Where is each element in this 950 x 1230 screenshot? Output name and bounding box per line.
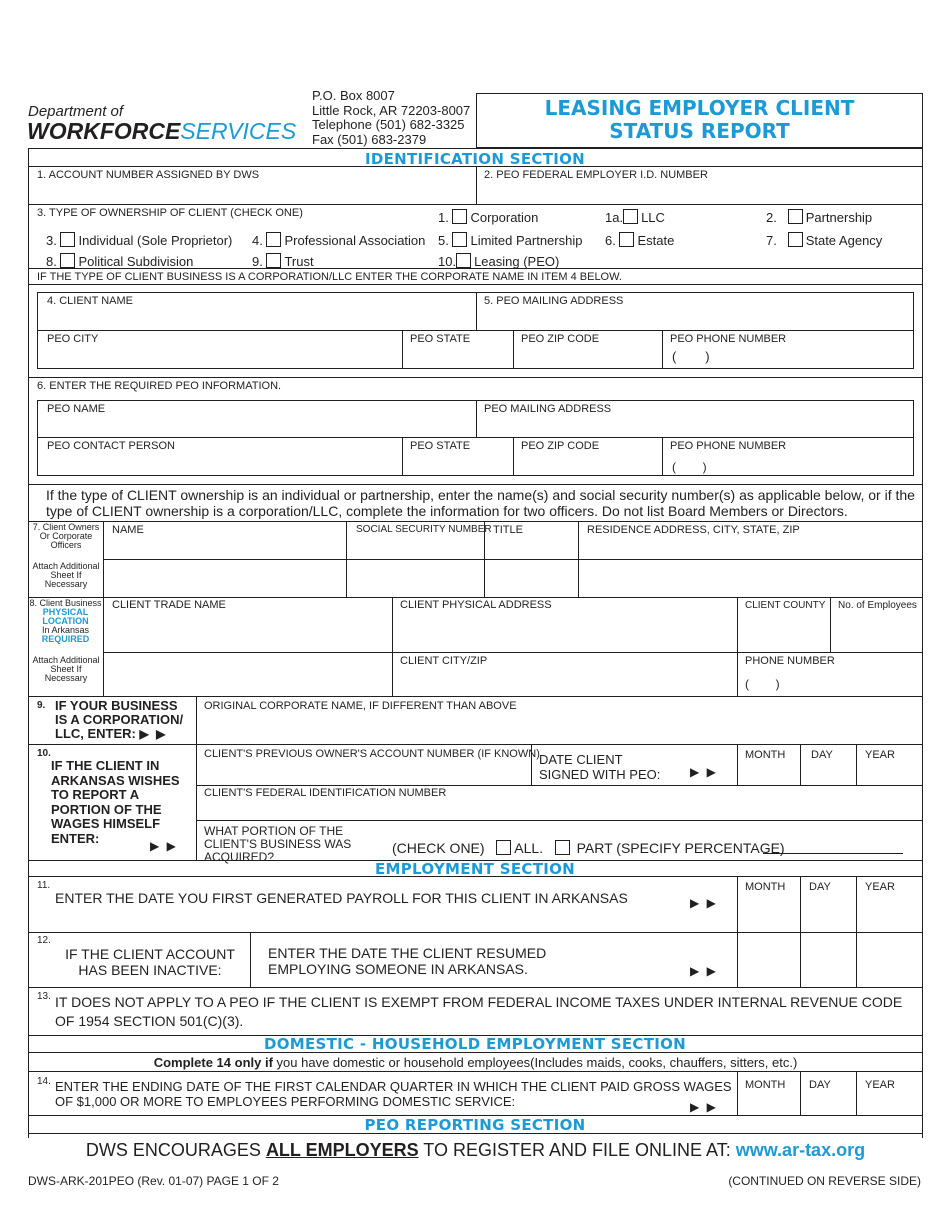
leasing-peo-checkbox[interactable]: [456, 253, 471, 268]
option-number: 1a.: [605, 210, 624, 225]
previous-owner-label: CLIENT'S PREVIOUS OWNER'S ACCOUNT NUMBER (IF KNOWN): [204, 748, 540, 760]
all-label: ALL.: [514, 840, 544, 856]
rule: [103, 559, 923, 560]
option-label: Estate: [637, 233, 675, 248]
day-label: DAY: [809, 881, 831, 893]
option-label: Professional Association: [284, 233, 426, 248]
owner-name-label: NAME: [112, 524, 144, 536]
item11-label: ENTER THE DATE YOU FIRST GENERATED PAYROLL FOR THIS CLIENT IN ARKANSAS: [55, 890, 628, 906]
check-one-options: [392, 840, 785, 856]
option-number: 6.: [605, 233, 616, 248]
domestic-note-bold: Complete 14 only if: [153, 1055, 273, 1070]
rule: [28, 932, 923, 933]
peo-state-label: PEO STATE: [410, 440, 471, 452]
year-label: YEAR: [865, 881, 895, 893]
attach-sheet-note: Attach Additional Sheet If Necessary: [32, 561, 100, 589]
option-label: Corporation: [470, 210, 539, 225]
item13-number: 13.: [37, 991, 51, 1002]
rule: [856, 1071, 857, 1115]
banner-emphasis: ALL EMPLOYERS: [265, 1140, 419, 1160]
address-line: Fax (501) 683-2379: [312, 131, 427, 147]
peo-zip-label: PEO ZIP CODE: [521, 440, 600, 452]
rule: [28, 268, 923, 269]
rule: [28, 204, 923, 205]
peo-zip-label: PEO ZIP CODE: [521, 333, 600, 345]
item1-label: 1. ACCOUNT NUMBER ASSIGNED BY DWS: [37, 169, 260, 181]
month-label: MONTH: [745, 749, 786, 761]
ownership-state-agency[interactable]: [766, 232, 882, 248]
online-filing-banner: [28, 1140, 923, 1161]
item2-label: 2. PEO FEDERAL EMPLOYER I.D. NUMBER: [484, 169, 708, 181]
rule: [28, 284, 923, 285]
arrow-icon: ▶ ▶: [690, 896, 718, 910]
city-zip-label: CLIENT CITY/ZIP: [400, 655, 488, 667]
option-number: 5.: [438, 233, 449, 248]
option-label: State Agency: [805, 233, 883, 248]
item8-side-line: REQUIRED: [41, 634, 90, 644]
identification-section-heading: IDENTIFICATION SECTION: [364, 150, 586, 168]
domestic-note-rest: you have domestic or household employees(Includes maids, cooks, chauffers, sitters, etc.): [272, 1055, 798, 1070]
peo-phone-paren: ( ): [672, 460, 707, 474]
political-subdivision-checkbox[interactable]: [60, 253, 75, 268]
client-phone-label: PHONE NUMBER: [745, 655, 835, 667]
estate-checkbox[interactable]: [619, 232, 634, 247]
peo-mailing-label: PEO MAILING ADDRESS: [484, 403, 612, 415]
option-label: Leasing (PEO): [474, 254, 560, 269]
peo-phone-paren: ( ): [672, 349, 710, 364]
address-line: P.O. Box 8007: [312, 88, 395, 103]
rule: [856, 744, 857, 785]
corporation-checkbox[interactable]: [452, 209, 467, 224]
ownership-llc[interactable]: [605, 209, 665, 225]
day-label: DAY: [811, 749, 833, 761]
rule: [402, 437, 403, 476]
corporate-name-note: IF THE TYPE OF CLIENT BUSINESS IS A CORPORATION/LLC ENTER THE CORPORATE NAME IN ITEM 4 BELOW.: [37, 271, 622, 283]
option-number: 1.: [438, 210, 449, 225]
ssn-label: SOCIAL SECURITY NUMBER: [356, 524, 492, 535]
rule: [476, 400, 477, 437]
form-title-line2: STATUS REPORT: [609, 119, 790, 143]
rule: [196, 696, 197, 860]
employment-section-heading: EMPLOYMENT SECTION: [374, 860, 576, 878]
ownership-trust[interactable]: [252, 253, 314, 269]
item6-label: 6. ENTER THE REQUIRED PEO INFORMATION.: [37, 380, 282, 392]
option-label: Individual (Sole Proprietor): [78, 233, 233, 248]
option-number: 8.: [46, 254, 57, 269]
ownership-professional-association[interactable]: [252, 232, 425, 248]
form-right-border: [922, 148, 923, 1138]
rule: [196, 785, 923, 786]
rule: [830, 597, 831, 652]
trade-name-label: CLIENT TRADE NAME: [112, 599, 226, 611]
peo-reporting-section-heading: PEO REPORTING SECTION: [364, 1116, 586, 1134]
item13-label: IT DOES NOT APPLY TO A PEO IF THE CLIENT IS EXEMPT FROM FEDERAL INCOME TAXES UNDER INTERNAL REVENUE CODE OF 1954 SECTION 501(C)(3).: [55, 994, 903, 1029]
percentage-line[interactable]: [763, 853, 903, 854]
rule: [37, 330, 914, 331]
ownership-political-subdivision[interactable]: [46, 253, 193, 269]
item4-label: 4. CLIENT NAME: [47, 295, 133, 307]
rule: [800, 744, 801, 785]
peo-phone-label: PEO PHONE NUMBER: [670, 333, 787, 345]
item12-right-label: ENTER THE DATE THE CLIENT RESUMED EMPLOYING SOMEONE IN ARKANSAS.: [268, 945, 547, 977]
banner-text: DWS ENCOURAGES: [85, 1140, 266, 1160]
ar-tax-link[interactable]: www.ar-tax.org: [735, 1140, 866, 1160]
option-number: 7.: [766, 233, 777, 248]
item12-left-label: IF THE CLIENT ACCOUNT HAS BEEN INACTIVE:: [65, 946, 235, 978]
rule: [37, 437, 914, 438]
rule: [28, 597, 923, 598]
limited-partnership-checkbox[interactable]: [452, 232, 467, 247]
ownership-corporation[interactable]: [438, 209, 538, 225]
rule: [28, 696, 923, 697]
rule: [103, 597, 104, 696]
residence-label: RESIDENCE ADDRESS, CITY, STATE, ZIP: [587, 524, 800, 536]
rule: [28, 484, 923, 485]
option-label: Partnership: [805, 210, 873, 225]
item10-number: 10.: [37, 748, 51, 759]
original-corp-name-label: ORIGINAL CORPORATE NAME, IF DIFFERENT THAN ABOVE: [204, 700, 517, 712]
rule: [513, 330, 514, 369]
ownership-leasing-peo[interactable]: [438, 253, 559, 269]
rule: [103, 652, 923, 653]
item11-number: 11.: [37, 880, 51, 891]
rule: [737, 744, 738, 785]
client-county-label: CLIENT COUNTY: [745, 600, 826, 611]
address-line: Little Rock, AR 72203-8007: [312, 102, 471, 118]
individual-checkbox[interactable]: [60, 232, 75, 247]
peo-contact-label: PEO CONTACT PERSON: [47, 440, 175, 452]
peo-name-label: PEO NAME: [47, 403, 106, 415]
partnership-checkbox[interactable]: [788, 209, 803, 224]
part-checkbox[interactable]: [555, 840, 570, 855]
rule: [28, 987, 923, 988]
option-number: 4.: [252, 233, 263, 248]
item10-label: IF THE CLIENT IN ARKANSAS WISHES TO REPORT A PORTION OF THE WAGES HIMSELF ENTER:: [51, 758, 180, 846]
rule: [392, 597, 393, 696]
month-label: MONTH: [745, 1079, 786, 1091]
peo-state-label: PEO STATE: [410, 333, 471, 345]
option-number: 2.: [766, 210, 777, 225]
rule: [476, 292, 477, 330]
banner-text: TO REGISTER AND FILE ONLINE AT:: [418, 1140, 736, 1160]
attach-sheet-note: Attach Additional Sheet If Necessary: [32, 655, 100, 683]
rule: [662, 437, 663, 476]
option-number: 9.: [252, 254, 263, 269]
logo: [27, 118, 296, 145]
arrow-icon: ▶ ▶: [139, 727, 168, 741]
ownership-partnership[interactable]: [766, 209, 872, 225]
owner-title-label: TITLE: [493, 524, 523, 536]
state-agency-checkbox[interactable]: [788, 232, 803, 247]
domestic-note: [28, 1055, 923, 1070]
rule: [28, 1071, 923, 1072]
physical-address-label: CLIENT PHYSICAL ADDRESS: [400, 599, 552, 611]
ownership-estate[interactable]: [605, 232, 674, 248]
llc-checkbox[interactable]: [623, 209, 638, 224]
rule: [513, 437, 514, 476]
rule: [28, 377, 923, 378]
month-label: MONTH: [745, 881, 786, 893]
item3-label: 3. TYPE OF OWNERSHIP OF CLIENT (CHECK ONE): [37, 207, 303, 219]
rule: [28, 744, 923, 745]
form-title: [476, 97, 923, 143]
rule: [662, 330, 663, 369]
department-label: Department of: [28, 103, 124, 120]
item8-side-label: [28, 599, 103, 644]
item7-side-label: 7. Client Owners Or Corporate Officers: [32, 522, 100, 550]
option-number: 10.: [438, 254, 457, 269]
item8-side-line: In Arkansas: [41, 625, 90, 635]
logo-bold: WORKFORCE: [27, 118, 181, 144]
arrow-icon: ▶ ▶: [690, 765, 718, 779]
form-id: DWS-ARK-201PEO (Rev. 01-07) PAGE 1 OF 2: [28, 1174, 279, 1188]
check-one-label: (CHECK ONE): [392, 840, 485, 856]
form-title-line1: LEASING EMPLOYER CLIENT: [544, 96, 855, 120]
item12-number: 12.: [37, 935, 51, 946]
rule: [250, 932, 251, 987]
item5-label: 5. PEO MAILING ADDRESS: [484, 295, 624, 307]
rule: [196, 820, 923, 821]
option-label: Political Subdivision: [78, 254, 194, 269]
rule: [402, 330, 403, 369]
item9-text: IF YOUR BUSINESS IS A CORPORATION/ LLC, ENTER:: [55, 698, 184, 741]
year-label: YEAR: [865, 1079, 895, 1091]
continued-note: (CONTINUED ON REVERSE SIDE): [728, 1174, 921, 1188]
option-label: Trust: [284, 254, 314, 269]
day-label: DAY: [809, 1079, 831, 1091]
arrow-icon: ▶ ▶: [150, 839, 178, 853]
rule: [737, 1071, 738, 1115]
item9-label: [55, 699, 190, 741]
option-label: Limited Partnership: [470, 233, 583, 248]
portion-acquired-label: WHAT PORTION OF THE CLIENT'S BUSINESS WAS ACQUIRED?: [204, 824, 352, 864]
rule: [28, 1052, 923, 1053]
item14-label: ENTER THE ENDING DATE OF THE FIRST CALENDAR QUARTER IN WHICH THE CLIENT PAID GROSS WAGES OF $1,000 OR MORE TO EMPLOYEES PERFORMING DOMESTIC SERVICE:: [55, 1079, 732, 1109]
item9-number: 9.: [37, 700, 46, 711]
trust-checkbox[interactable]: [266, 253, 281, 268]
rule: [28, 876, 923, 877]
item8-side-line: PHYSICAL LOCATION: [42, 607, 89, 626]
all-checkbox[interactable]: [496, 840, 511, 855]
item14-number: 14.: [37, 1076, 51, 1087]
professional-association-checkbox[interactable]: [266, 232, 281, 247]
employees-label: No. of Employees: [838, 600, 917, 611]
peo-phone-label: PEO PHONE NUMBER: [670, 440, 787, 452]
arrow-icon: ▶ ▶: [690, 1100, 718, 1114]
rule: [476, 166, 477, 204]
part-label: PART (SPECIFY PERCENTAGE): [576, 840, 785, 856]
rule: [28, 1133, 923, 1134]
date-signed-label: DATE CLIENT SIGNED WITH PEO:: [539, 752, 661, 782]
logo-light: SERVICES: [180, 118, 297, 144]
option-number: 3.: [46, 233, 57, 248]
fein-label: CLIENT'S FEDERAL IDENTIFICATION NUMBER: [204, 787, 447, 799]
peo-city-label: PEO CITY: [47, 333, 99, 345]
rule: [737, 597, 738, 696]
rule: [531, 744, 532, 785]
ownership-instructions: If the type of CLIENT ownership is an individual or partnership, enter the name(s) and social security number(s) as applicable below, or if the type of CLIENT ownership is a corporation/LLC, complete the information for two officers. Do not list Board Members or Directors.: [46, 487, 915, 519]
rule: [28, 148, 923, 149]
rule: [28, 521, 923, 522]
client-phone-paren: ( ): [745, 677, 780, 691]
item8-side-line: 8. Client Business: [29, 598, 102, 608]
ownership-limited-partnership[interactable]: [438, 232, 582, 248]
rule: [800, 1071, 801, 1115]
address-line: Telephone (501) 682-3325: [312, 117, 465, 132]
year-label: YEAR: [865, 749, 895, 761]
arrow-icon: ▶ ▶: [690, 964, 718, 978]
agency-address: [312, 89, 470, 147]
domestic-section-heading: DOMESTIC - HOUSEHOLD EMPLOYMENT SECTION: [263, 1035, 687, 1053]
ownership-individual[interactable]: [46, 232, 232, 248]
option-label: LLC: [641, 210, 665, 225]
